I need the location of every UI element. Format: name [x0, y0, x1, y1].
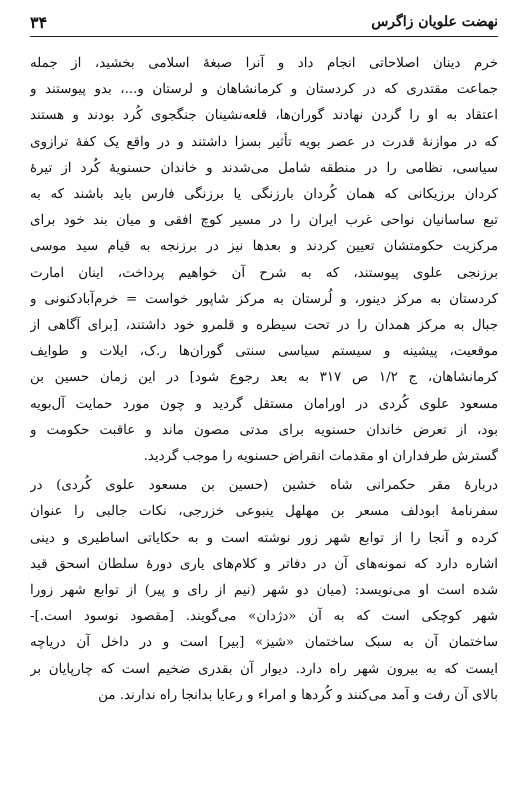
- text-line: جماعت مقتدری که در کردستان و کرمانشاهان و لرستان و...، بدو پیوستند و: [30, 82, 498, 98]
- text-line: دربارهٔ مقر حکمرانی شاه خشین (حسین بن مسعود علوی کُردی) در: [30, 478, 498, 494]
- text-line: موقعیت، پیشینه و سیستم سیاسی سنتی گوران‌ها ر.ک، ایلات و طوایف: [30, 344, 498, 360]
- paragraph: [30, 51, 498, 470]
- text-line: کرمانشاهان، ج ۱/۲ ص ۳۱۷ به بعد رجوع شود] در این زمان حسین بن: [30, 370, 498, 386]
- text-line: خرم دینان اصلاحاتی انجام داد و آنرا صبغهٔ اسلامی بخشید، از جمله: [30, 56, 498, 71]
- text-line: سیاسی، نظامی را در منطقه شامل می‌شدند و خاندان حسنویهٔ کُرد از تیرهٔ: [30, 160, 498, 176]
- text-line: بالای آن رفت و آمد می‌کنند و کُردها و امراء و رعایا بدانجا راه ندارند. من: [98, 687, 498, 703]
- text-line: مسعود علوی کُردی در اورامان مستقل گردید و چون مورد حمایت آل‌بویه: [30, 396, 498, 412]
- paragraph: [30, 473, 498, 709]
- running-title: نهضت علویان زاگرس: [371, 14, 498, 30]
- text-line: جبال به مرکز همدان را در تحت سیطره و قلمرو خود داشتند، [برای آگاهی از: [30, 318, 498, 334]
- text-line: کردان برزیکانی که همان کُردان بارزنگی یا برزنگی فارس باید باشند که به: [30, 187, 498, 203]
- text-line: کرده و آنجا را از توابع شهر زور نوشته است و به حکایاتی اساطیری و دینی: [30, 530, 498, 546]
- text-line: شهر کوچکی است که به آن «دژدان» می‌گویند. [مقصود نوسود است.]-: [30, 609, 498, 625]
- text-line: مرکزیت حکومتشان تعیین کردند و بعدها نیز در برزنجه به قیام سید موسی: [30, 239, 498, 255]
- text-line: برزنجی علوی پیوستند، که به شرح آن خواهیم پرداخت، اینان امارت: [30, 265, 498, 281]
- text-line: تبع ساسانیان نواحی غرب ایران را در مسیر کوچ افقی و میان بند خود برای: [30, 213, 498, 229]
- text-line: اشاره دارد که نمونه‌های آن در دفاتر و کلام‌های یاری دورهٔ سلطان اسحق قید: [30, 556, 498, 572]
- text-line: اعتقاد به او را گردن نهادند گوران‌ها، قلعه‌نشینان جنگجوی کُرد بودند و هستند: [30, 108, 498, 124]
- page-number: ۳۴: [30, 12, 48, 32]
- text-line: کردستان به مرکز دینور، و لُرستان به مرکز شاپور خواست = خرم‌آبادکنونی و: [30, 291, 498, 307]
- text-line: شده است او می‌نویسد: (میان دو شهر (نیم از رای و پیر) از توابع شهر زورا: [30, 583, 498, 599]
- text-line: بود، از تعرض خاندان حسنویه برای مدتی مصون ماند و عاقبت حکومت و: [30, 422, 498, 438]
- page-header: [30, 8, 498, 37]
- text-line: ایست که به بیرون شهر راه دارد. دیوار آن بقدری ضخیم است که چارپایان بر: [30, 661, 498, 677]
- text-line: که در موازنهٔ قدرت در عصر بویه تأثیر بسزا داشتند و در واقع یک کفهٔ ترازوی: [30, 134, 498, 150]
- text-line: ساختمان آن به سبک ساختمان «شیز» [بیر] است و در داخل آن دریاچه: [30, 635, 498, 651]
- text-line: گسترش طرفداران او مقدمات انقراض حسنویه را موجب گردید.: [143, 449, 498, 465]
- body-text: [30, 51, 498, 709]
- text-line: سفرنامهٔ ابودلف مسعر بن مهلهل ینبوعی خزرجی، نکات جالبی را عنوان: [30, 504, 498, 520]
